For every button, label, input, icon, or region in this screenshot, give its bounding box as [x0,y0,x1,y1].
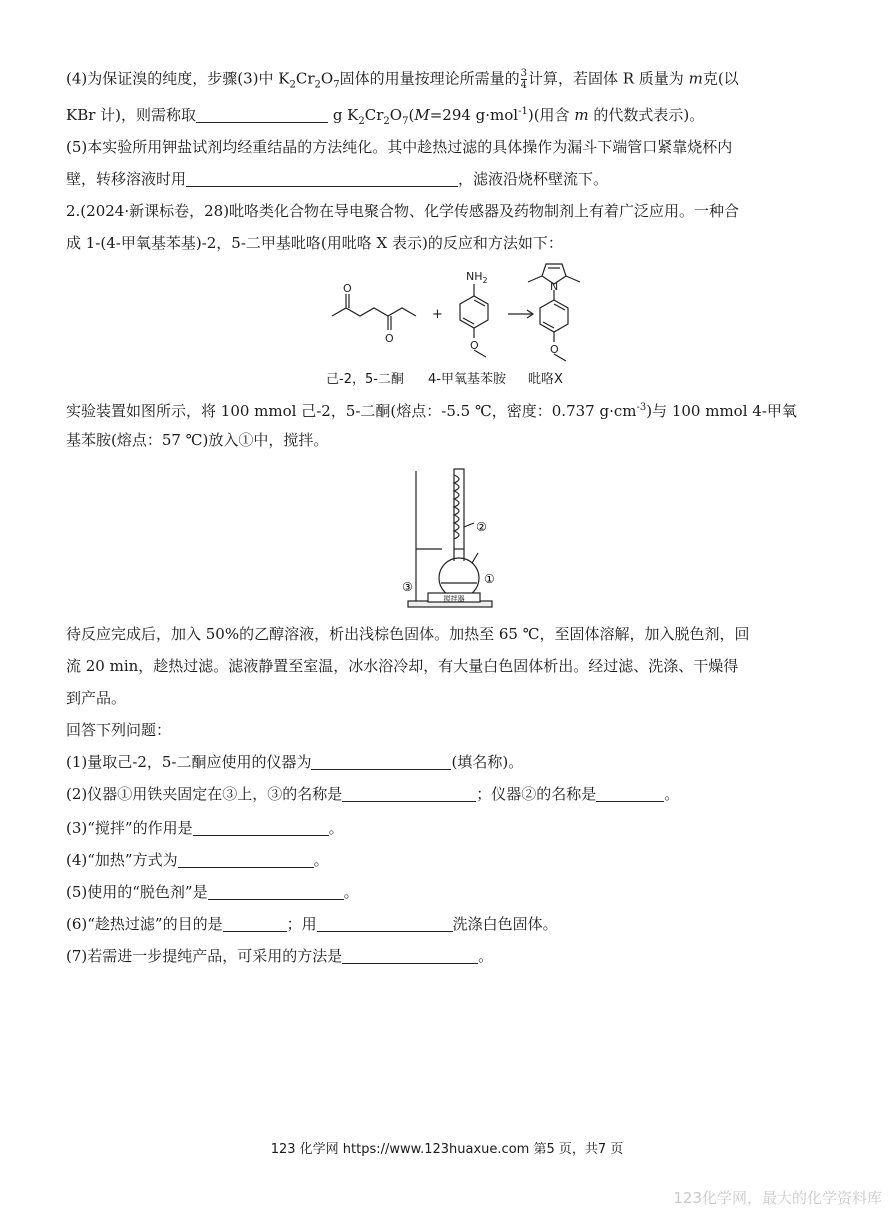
pyrrole-methyl-right [566,276,580,282]
label-2: ② [476,520,487,534]
q4-text-b: Cr [295,69,315,88]
q3-text: (3)“搅拌”的作用是 [66,819,193,837]
q6-mid: ；用 [286,915,317,933]
question-1 [66,752,523,772]
var-m: m [574,106,589,124]
q4-l2-text-b: g K [332,106,359,124]
sup: -1 [518,106,528,117]
question-4 [66,850,329,870]
setup-line2: 基苯胺(熔点：57 ℃)放入①中，搅拌。 [66,431,329,449]
q6-text: (6)“趁热过滤”的目的是 [66,915,223,933]
question-2 [66,784,679,804]
apparatus-diagram [402,463,512,613]
q2-intro-line2: 成 1-(4-甲氧基苯基)-2，5-二甲基吡咯(用吡咯 X 表示)的反应和方法如下： [66,234,563,252]
q2-mid: ；仪器②的名称是 [476,785,597,803]
fraction [521,68,527,91]
label-3: ③ [402,580,413,594]
benzene-ring-2 [540,300,568,332]
q7-text: (7)若需进一步提纯产品，可采用的方法是 [66,947,343,965]
pyrrole-methyl-left [528,276,542,282]
question-3 [66,818,344,838]
q4-l2-text-a: KBr 计)，则需称取 [66,106,197,124]
answer-blank[interactable] [342,785,476,802]
answer-blank[interactable] [186,170,458,187]
methoxy-o-2: O [550,343,559,356]
q4-l2-text-f: =294 g·mol [429,106,519,124]
q5-l2-text-a: 壁，转移溶液时用 [66,170,187,188]
procedure-line2: 流 20 min，趁热过滤。滤液静置至室温，冰水浴冷却，有大量白色固体析出。经过滤、洗涤、干燥得 [66,657,739,675]
q2-suffix: 。 [664,785,680,803]
q2-intro-line1: 2.(2024·新课标卷，28)吡咯类化合物在导电聚合物、化学传感器及药物制剂上有着广泛应用。一种合 [66,202,740,220]
sub: 2 [358,116,365,127]
watermark: 123化学网，最大的化学资料库 [673,1189,882,1207]
sup: -3 [636,402,647,413]
q4-l2-text-h: 的代数式表示)。 [593,106,705,124]
q4-text-a: (4)为保证溴的纯度，步骤(3)中 K [66,69,290,88]
setup-text-b: )与 100 mmol 4-甲氧 [646,402,797,420]
var-M: M [414,106,430,124]
diketone-chain [332,308,416,316]
q4-text: (4)“加热”方式为 [66,851,178,869]
procedure-line1: 待反应完成后，加入 50%的乙醇溶液，析出浅棕色固体。加热至 65 ℃，至固体溶解，加入脱色剂，回 [66,625,750,643]
question-6 [66,914,558,934]
nh2-label: $NH_2$ [466,270,488,285]
benzene-ring-1 [460,296,488,328]
stirrer-label: 搅拌器 [443,595,465,603]
sub: 2 [314,79,321,91]
side-neck [472,553,478,563]
q6-suffix: 洗涤白色固体。 [452,915,558,933]
q4-line2 [66,102,704,132]
answer-blank[interactable] [196,106,328,123]
answer-blank[interactable] [193,819,329,836]
condenser-coil [454,475,459,539]
methoxy-o-1: O [470,339,479,352]
fraction-numerator: 3 [520,68,527,79]
q4-l2-text-g: )(用含 [527,106,570,124]
plus-sign: + [432,307,443,322]
water-outlet [464,523,474,527]
answer-blank[interactable] [596,785,664,802]
sub: 2 [289,79,296,91]
reaction-scheme [322,262,642,372]
label-1: ① [484,572,495,586]
question-7 [66,946,493,966]
label-pyrrole-x: 吡咯X [528,372,563,387]
condenser [454,469,464,549]
fraction-denominator: 4 [520,80,527,91]
answer-blank[interactable] [178,851,314,868]
sub: 2 [383,116,390,127]
var-m: m [688,69,703,88]
answer-blank[interactable] [311,753,451,770]
q5-line1: (5)本实验所用钾盐试剂均经重结晶的方法纯化。其中趁热过滤的具体操作为漏斗下端管口紧靠烧杯内 [66,138,733,156]
setup-line1 [66,398,797,421]
answer-blank[interactable] [317,915,453,932]
q4-l2-text-c: Cr [364,106,384,124]
q4-suffix: 。 [313,851,329,869]
page-footer: 123 化学网 https://www.123huaxue.com 第5 页，共7 页 [270,1142,624,1157]
q2-text: (2)仪器①用铁夹固定在③上，③的名称是 [66,785,343,803]
q4-text-e: 计算，若固体 R 质量为 [527,69,684,88]
q5-suffix: 。 [343,883,359,901]
three-neck-flask [439,558,479,598]
pyrrole-n: N [550,280,559,293]
answer-blank[interactable] [342,947,478,964]
q4-l2-text-e: ( [408,106,415,124]
q5-line2 [66,169,608,189]
answer-blank[interactable] [223,915,287,932]
q4-text-f: 克(以 [702,69,739,88]
q3-suffix: 。 [328,819,344,837]
q5-l2-text-b: ，滤液沿烧杯壁流下。 [458,170,609,188]
setup-text-a: 实验装置如图所示，将 100 mmol 己-2，5-二酮(熔点：-5.5 ℃，密度：0.737 g·cm [66,402,637,420]
q1-text: (1)量取己-2，5-二酮应使用的仪器为 [66,753,312,771]
carbonyl-o-1: O [343,282,352,295]
question-5 [66,882,359,902]
answer-intro: 回答下列问题： [66,721,172,739]
q5-text: (5)使用的“脱色剂”是 [66,883,208,901]
q7-suffix: 。 [478,947,494,965]
sub: 7 [402,116,409,127]
q4-text-d: 固体的用量按理论所需量的 [339,69,520,88]
label-diketone: 己-2，5-二酮 [326,372,404,387]
carbonyl-o-2: O [385,332,394,345]
label-anisidine: 4-甲氧基苯胺 [428,372,506,387]
q4-l2-text-d: O [389,106,403,124]
q4-line1 [66,68,739,96]
procedure-line3: 到产品。 [66,689,127,707]
q1-suffix: (填名称)。 [451,753,524,771]
answer-blank[interactable] [208,883,344,900]
q4-text-c: O [320,69,334,88]
sub: 7 [333,79,340,91]
